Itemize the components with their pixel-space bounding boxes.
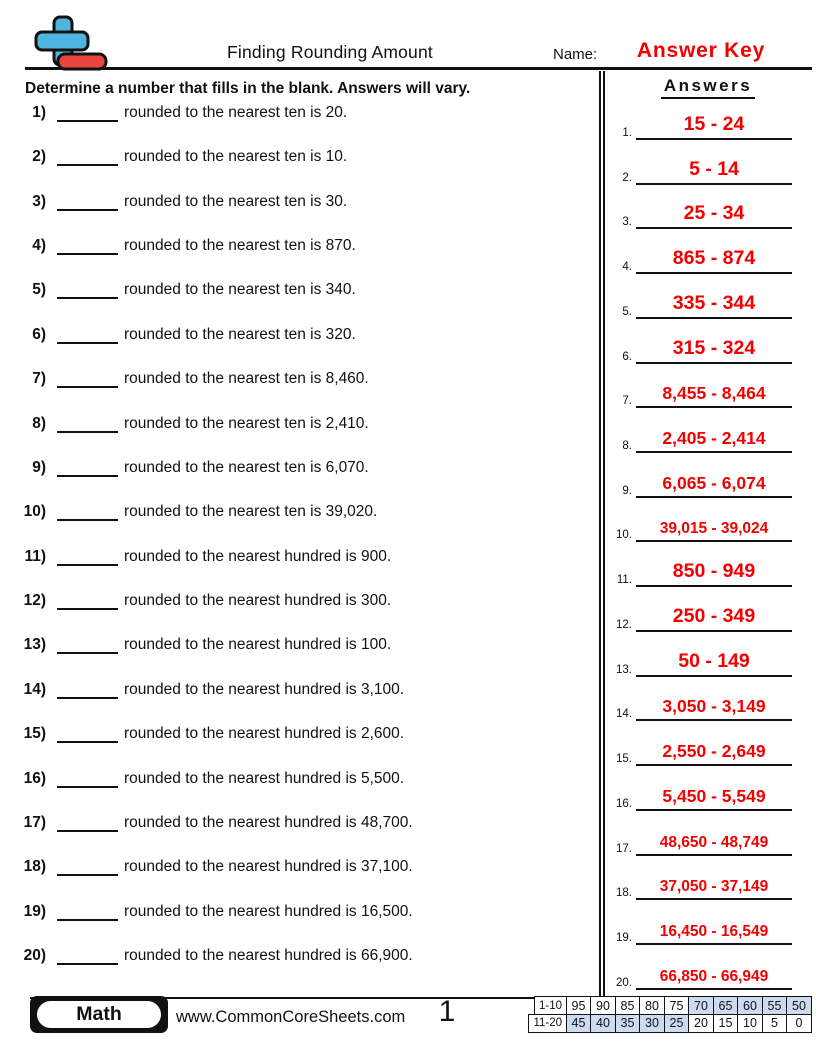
answer-value: 3,050 - 3,149 [636, 696, 792, 721]
answer-value: 50 - 149 [636, 650, 792, 677]
answer-value: 335 - 344 [636, 292, 792, 319]
question-blank-line [57, 372, 118, 388]
plus-minus-logo [32, 14, 112, 72]
question-number: 15) [23, 725, 46, 743]
question-number: 10) [23, 503, 46, 521]
question-blank-line [57, 505, 118, 521]
question-blank-line [57, 150, 118, 166]
website-text: www.CommonCoreSheets.com [176, 1008, 406, 1026]
answer-number: 14. [616, 708, 632, 721]
score-cell: 5 [762, 1014, 788, 1033]
answer-row [600, 783, 792, 811]
answer-value: 25 - 34 [636, 202, 792, 229]
question-number: 2) [32, 148, 46, 166]
question-text: rounded to the nearest ten is 340. [124, 281, 356, 299]
answer-row [600, 872, 792, 900]
question-blank-line [57, 905, 118, 921]
answer-number: 13. [616, 663, 632, 676]
answer-number: 18. [616, 887, 632, 900]
question-number: 16) [23, 769, 46, 787]
question-row [14, 679, 404, 699]
answer-row [600, 470, 792, 498]
answer-row [600, 917, 792, 945]
question-text: rounded to the nearest hundred is 37,100. [124, 858, 413, 876]
answer-row [600, 738, 792, 766]
question-blank-line [57, 283, 118, 299]
question-number: 4) [32, 237, 46, 255]
question-blank-line [57, 727, 118, 743]
question-text: rounded to the nearest hundred is 900. [124, 547, 392, 565]
score-cell: 60 [737, 996, 763, 1015]
answer-value: 5 - 14 [636, 158, 792, 185]
score-cell: 75 [664, 996, 690, 1015]
answer-value: 8,455 - 8,464 [636, 383, 792, 408]
answer-row [600, 828, 792, 856]
question-blank-line [57, 417, 118, 433]
page-number: 1 [438, 995, 456, 1028]
question-text: rounded to the nearest ten is 2,410. [124, 414, 369, 432]
question-blank-line [57, 594, 118, 610]
score-cell: 50 [786, 996, 812, 1015]
answer-row [600, 291, 792, 319]
answer-number: 10. [616, 529, 632, 542]
question-text: rounded to the nearest hundred is 100. [124, 636, 392, 654]
score-cell: 15 [713, 1014, 739, 1033]
answer-number: 19. [616, 931, 632, 944]
question-row [14, 546, 391, 566]
answer-value: 66,850 - 66,949 [636, 968, 792, 990]
score-cell: 25 [664, 1014, 690, 1033]
score-cell: 0 [786, 1014, 812, 1033]
answer-value: 865 - 874 [636, 247, 792, 274]
question-row [14, 146, 347, 166]
question-text: rounded to the nearest ten is 320. [124, 325, 356, 343]
question-row [14, 812, 413, 832]
score-cell: 85 [615, 996, 641, 1015]
answer-value: 250 - 349 [636, 605, 792, 632]
subject-badge [30, 996, 168, 1033]
question-number: 6) [32, 325, 46, 343]
question-text: rounded to the nearest ten is 870. [124, 237, 356, 255]
question-number: 12) [23, 592, 46, 610]
answer-row [600, 380, 792, 408]
answer-number: 12. [616, 618, 632, 631]
answer-number: 2. [622, 171, 632, 184]
question-number: 8) [32, 414, 46, 432]
score-cell: 20 [688, 1014, 714, 1033]
answers-header-wrap [618, 76, 798, 99]
question-blank-line [57, 239, 118, 255]
question-number: 11) [24, 547, 46, 565]
question-row [14, 191, 347, 211]
answers-header: Answers [661, 76, 755, 99]
answer-value: 15 - 24 [636, 113, 792, 140]
page-title: Finding Rounding Amount [227, 42, 433, 62]
question-number: 9) [32, 458, 46, 476]
question-row [14, 945, 413, 965]
header-divider-line [25, 67, 812, 70]
score-cell: 35 [615, 1014, 641, 1033]
question-row [14, 723, 404, 743]
answer-number: 16. [616, 797, 632, 810]
question-text: rounded to the nearest ten is 20. [124, 104, 348, 121]
score-cell: 55 [762, 996, 788, 1015]
question-number: 19) [23, 902, 46, 920]
score-range-label: 11-20 [528, 1014, 567, 1033]
question-text: rounded to the nearest ten is 6,070. [124, 458, 369, 476]
question-text: rounded to the nearest hundred is 16,500. [124, 902, 413, 920]
score-reference-table [528, 996, 812, 1033]
question-blank-line [57, 816, 118, 832]
answer-number: 6. [622, 350, 632, 363]
answer-row [600, 112, 792, 140]
answer-row [600, 514, 792, 542]
score-row [528, 1014, 812, 1033]
question-blank-line [57, 106, 118, 122]
answer-number: 11. [616, 574, 632, 587]
score-cell: 95 [566, 996, 592, 1015]
question-text: rounded to the nearest ten is 8,460. [124, 370, 369, 388]
answer-number: 5. [622, 305, 632, 318]
answer-value: 2,405 - 2,414 [636, 428, 792, 453]
answer-number: 15. [616, 753, 632, 766]
question-row [14, 590, 391, 610]
question-blank-line [57, 949, 118, 965]
question-text: rounded to the nearest ten is 10. [124, 148, 348, 166]
answer-number: 8. [622, 440, 632, 453]
question-number: 1) [32, 104, 46, 121]
score-cell: 80 [639, 996, 665, 1015]
question-row [14, 413, 369, 433]
question-row [14, 279, 356, 299]
question-number: 7) [32, 370, 46, 388]
question-row [14, 856, 413, 876]
answer-number: 3. [622, 216, 632, 229]
question-number: 17) [23, 813, 46, 831]
answer-value: 37,050 - 37,149 [636, 878, 792, 900]
question-text: rounded to the nearest hundred is 66,900. [124, 947, 413, 965]
question-text: rounded to the nearest hundred is 5,500. [124, 769, 405, 787]
answer-value: 48,650 - 48,749 [636, 834, 792, 856]
question-number: 14) [23, 680, 46, 698]
question-row [14, 768, 404, 788]
question-blank-line [57, 550, 118, 566]
question-number: 20) [23, 947, 46, 965]
answer-value: 5,450 - 5,549 [636, 786, 792, 811]
score-cell: 40 [590, 1014, 616, 1033]
score-cell: 90 [590, 996, 616, 1015]
score-range-label: 1-10 [534, 996, 567, 1015]
question-row [14, 324, 356, 344]
name-label: Name: [553, 46, 598, 63]
answer-value: 2,550 - 2,649 [636, 741, 792, 766]
question-number: 13) [23, 636, 46, 654]
question-text: rounded to the nearest ten is 39,020. [124, 503, 378, 521]
answer-number: 9. [622, 484, 632, 497]
question-row [14, 501, 377, 521]
question-number: 18) [23, 858, 46, 876]
answer-number: 17. [616, 842, 632, 855]
answer-row [600, 559, 792, 587]
question-text: rounded to the nearest hundred is 2,600. [124, 725, 405, 743]
question-row [14, 235, 356, 255]
answer-row [600, 962, 792, 990]
answer-row [600, 201, 792, 229]
question-blank-line [57, 638, 118, 654]
question-row [14, 457, 369, 477]
question-blank-line [57, 328, 118, 344]
answer-row [600, 693, 792, 721]
answer-number: 7. [622, 395, 632, 408]
question-number: 3) [32, 192, 46, 210]
question-blank-line [57, 195, 118, 211]
answer-row [600, 336, 792, 364]
answer-number: 20. [616, 976, 632, 989]
score-row [534, 996, 812, 1015]
answer-row [600, 157, 792, 185]
score-cell: 70 [688, 996, 714, 1015]
question-blank-line [57, 772, 118, 788]
answer-value: 16,450 - 16,549 [636, 923, 792, 945]
question-text: rounded to the nearest hundred is 48,700. [124, 813, 413, 831]
question-blank-line [57, 461, 118, 477]
subject-badge-label: Math [37, 1001, 161, 1028]
question-text: rounded to the nearest ten is 30. [124, 192, 348, 210]
answer-row [600, 425, 792, 453]
question-blank-line [57, 860, 118, 876]
answer-key-text: Answer Key [636, 39, 766, 62]
question-row [14, 102, 347, 122]
answer-row [600, 246, 792, 274]
question-text: rounded to the nearest hundred is 3,100. [124, 680, 405, 698]
answer-value: 39,015 - 39,024 [636, 520, 792, 542]
question-number: 5) [32, 281, 46, 299]
answer-value: 6,065 - 6,074 [636, 473, 792, 498]
answer-value: 850 - 949 [636, 560, 792, 587]
question-row [14, 901, 413, 921]
score-cell: 45 [566, 1014, 592, 1033]
question-row [14, 368, 369, 388]
score-cell: 30 [639, 1014, 665, 1033]
question-blank-line [57, 683, 118, 699]
answer-row [600, 649, 792, 677]
question-text: rounded to the nearest hundred is 300. [124, 592, 392, 610]
question-row [14, 634, 391, 654]
answer-number: 1. [622, 127, 632, 139]
instruction-text: Determine a number that fills in the blank. Answers will vary. [25, 80, 471, 97]
answer-row [600, 604, 792, 632]
score-cell: 65 [713, 996, 739, 1015]
answer-number: 4. [622, 261, 632, 274]
answer-value: 315 - 324 [636, 337, 792, 364]
score-cell: 10 [737, 1014, 763, 1033]
